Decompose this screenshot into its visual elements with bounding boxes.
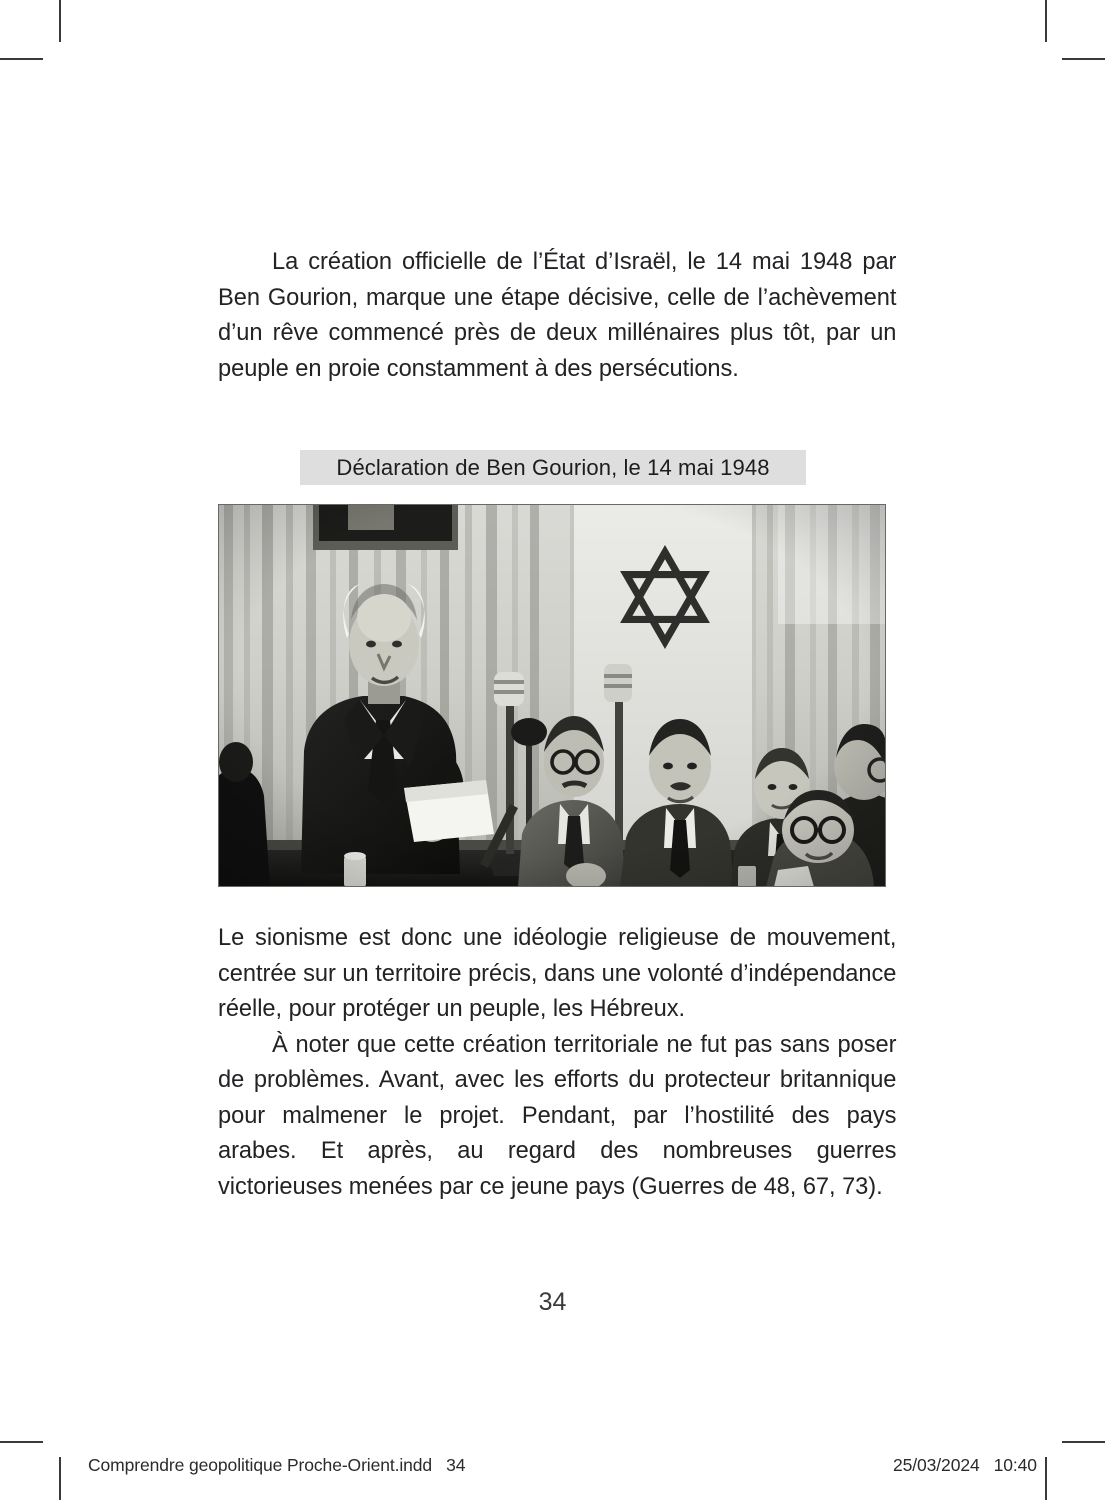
crop-mark-bottom-left-vertical bbox=[59, 1457, 61, 1500]
paragraph-creation-territoriale: À noter que cette création territoriale ne fut pas sans poser de problèmes. Avant, avec les efforts du protecteur britannique pour malmener le projet. Pendant, par l’hostilité des pays arabes. Et après, au regard des nombreuses guerres victorieuses menées par ce jeune pays (Guerres de 48, 67, 73). bbox=[218, 1030, 897, 1200]
crop-mark-bottom-left-horizontal bbox=[0, 1441, 43, 1443]
footer-file-info bbox=[88, 1455, 465, 1476]
crop-mark-top-left-horizontal bbox=[0, 58, 43, 60]
footer-timestamp bbox=[893, 1455, 1037, 1476]
paragraph-sionisme-ideologie: Le sionisme est donc une idéologie religieuse de mouvement, centrée sur un territoire précis, dans une volonté d’indépendance réelle, pour protéger un peuple, les Hébreux. bbox=[218, 924, 897, 1022]
paragraph-creation-etat-israel: La création officielle de l’État d’Israël, le 14 mai 1948 par Ben Gourion, marque une étape décisive, celle de l’achèvement d’un rêve commencé près de deux millénaires plus tôt, par un peuple en proie constamment à des persécutions. bbox=[218, 248, 897, 382]
crop-mark-bottom-right-vertical bbox=[1045, 1457, 1047, 1500]
page-body-bottom bbox=[218, 920, 896, 1204]
footer-time: 10:40 bbox=[993, 1455, 1037, 1475]
page-number: 34 bbox=[538, 1288, 567, 1316]
page-body-top bbox=[218, 244, 896, 386]
figure-caption-bar bbox=[300, 450, 806, 485]
figure-caption-text: Déclaration de Ben Gourion, le 14 mai 1948 bbox=[336, 454, 770, 480]
crop-mark-top-right-vertical bbox=[1045, 0, 1047, 42]
crop-mark-top-right-horizontal bbox=[1062, 58, 1105, 60]
photo-illustration bbox=[218, 504, 886, 887]
footer-file-page: 34 bbox=[446, 1455, 466, 1475]
figure-photo-ben-gourion-declaration bbox=[218, 504, 886, 887]
footer-file-name: Comprendre geopolitique Proche-Orient.indd bbox=[88, 1455, 433, 1475]
crop-mark-bottom-right-horizontal bbox=[1062, 1441, 1105, 1443]
crop-mark-top-left-vertical bbox=[59, 0, 61, 42]
footer-date: 25/03/2024 bbox=[893, 1455, 980, 1475]
